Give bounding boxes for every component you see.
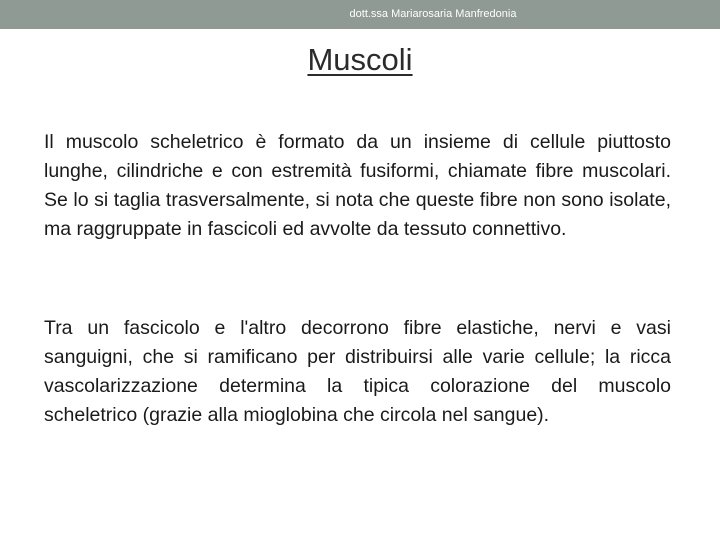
header-author: dott.ssa Mariarosaria Manfredonia: [349, 8, 517, 20]
header-bar: [0, 0, 720, 29]
slide-title: [0, 41, 720, 79]
body-paragraph-2: Tra un fascicolo e l'altro decorrono fibre elastiche, nervi e vasi sanguigni, che si ramificano per distribuirsi alle varie cellule; la ricca vascolarizzazione determina la tipica colorazione del muscolo scheletrico (grazie alla mioglobina che circola nel sangue).: [44, 317, 671, 426]
body-paragraph-1: Il muscolo scheletrico è formato da un insieme di cellule piuttosto lunghe, cilindriche e con estremità fusiformi, chiamate fibre muscolari. Se lo si taglia trasversalmente, si nota che queste fibre non sono isolate, ma raggruppate in fascicoli ed avvolte da tessuto connettivo.: [44, 131, 671, 240]
slide-title-text: Muscoli: [307, 42, 413, 77]
